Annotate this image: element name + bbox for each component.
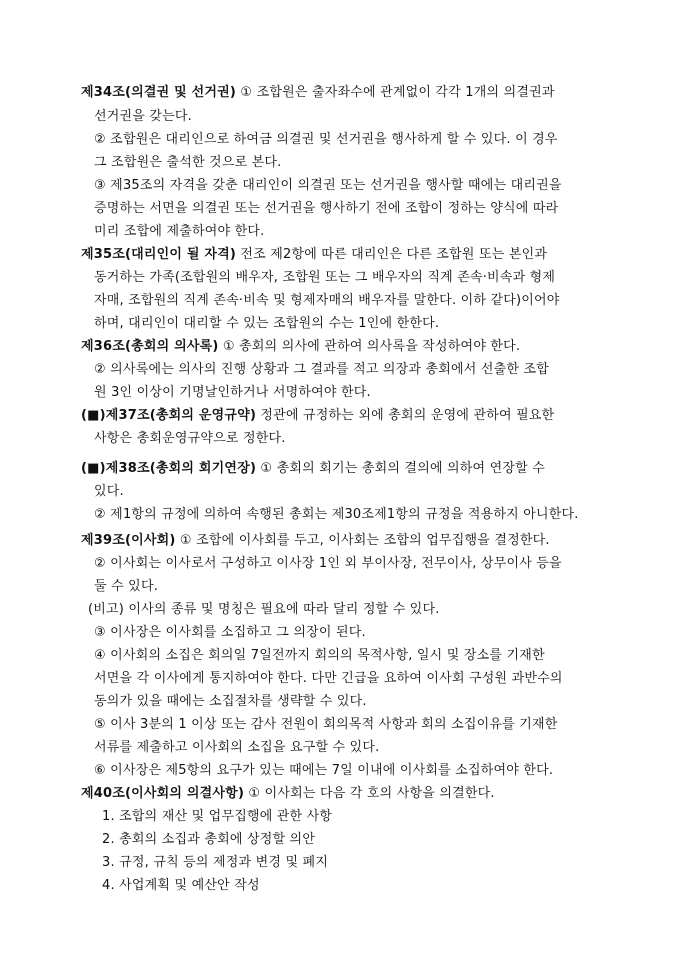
list-item: 2. 총회의 소집과 총회에 상정할 의안 xyxy=(102,832,316,847)
list-item: 3. 규정, 규칙 등의 제정과 변경 및 폐지 xyxy=(102,855,329,870)
list-item: 1. 조합의 재산 및 업무집행에 관한 사항 xyxy=(102,809,333,824)
text-line: 하며, 대리인이 대리할 수 있는 조합원의 수는 1인에 한한다. xyxy=(94,316,440,331)
article-text: 전조 제2항에 따른 대리인은 다른 조합원 또는 본인과 xyxy=(236,247,548,262)
text-line: 자매, 조합원의 직계 존속·비속 및 형제자매의 배우자를 말한다. 이하 같다)이어야 xyxy=(94,293,560,308)
text-line: 선거권을 갖는다. xyxy=(94,109,192,124)
list-item: 4. 사업계획 및 예산안 작성 xyxy=(102,878,260,893)
article-heading: (■)제37조(총회의 운영규약) xyxy=(81,408,257,423)
text-line: 동의가 있을 때에는 소집절차를 생략할 수 있다. xyxy=(94,694,367,709)
text-line: 그 조합원은 출석한 것으로 본다. xyxy=(94,155,282,170)
text-line: ② 이사회는 이사로서 구성하고 이사장 1인 외 부이사장, 전무이사, 상무이사 등을 xyxy=(94,556,562,571)
article-text: ① 조합에 이사회를 두고, 이사회는 조합의 업무집행을 결정한다. xyxy=(175,533,550,548)
article-heading: 제39조(이사회) xyxy=(81,533,176,548)
article-text: ① 총회의 의사에 관하여 의사록을 작성하여야 한다. xyxy=(218,339,521,354)
article-heading: (■)제38조(총회의 회기연장) xyxy=(81,461,257,476)
text-line: ④ 이사회의 소집은 회의일 7일전까지 회의의 목적사항, 일시 및 장소를 기재한 xyxy=(94,648,545,663)
text-line: ⑤ 이사 3분의 1 이상 또는 감사 전원이 회의목적 사항과 회의 소집이유를 기재한 xyxy=(94,717,558,732)
article-text: ① 이사회는 다음 각 호의 사항을 의결한다. xyxy=(244,786,495,801)
text-line: 둘 수 있다. xyxy=(94,579,159,594)
article-heading: 제34조(의결권 및 선거권) xyxy=(81,85,237,100)
article-text: ① 조합원은 출자좌수에 관계없이 각각 1개의 의결권과 xyxy=(236,85,555,100)
text-line: ③ 이사장은 이사회를 소집하고 그 의장이 된다. xyxy=(94,625,366,640)
text-line: ⑥ 이사장은 제5항의 요구가 있는 때에는 7일 이내에 이사회를 소집하여야 한다. xyxy=(94,763,554,778)
article-heading: 제40조(이사회의 의결사항) xyxy=(81,786,245,801)
article-heading: 제36조(총회의 의사록) xyxy=(81,339,219,354)
text-line: ② 조합원은 대리인으로 하여금 의결권 및 선거권을 행사하게 할 수 있다. 이 경우 xyxy=(94,132,558,147)
article-heading: 제35조(대리인이 될 자격) xyxy=(81,247,237,262)
text-line: 서면을 각 이사에게 통지하여야 한다. 다만 긴급을 요하여 이사회 구성원 과반수의 xyxy=(94,671,563,686)
text-line: ② 제1항의 규정에 의하여 속행된 총회는 제30조제1항의 규정을 적용하지 아니한다. xyxy=(94,507,579,522)
article-36-line xyxy=(81,338,520,356)
text-line: 원 3인 이상이 기명날인하거나 서명하여야 한다. xyxy=(94,385,371,400)
text-line: 증명하는 서면을 의결권 또는 선거권을 행사하기 전에 조합이 정하는 양식에 따라 xyxy=(94,201,559,216)
text-line: 서류를 제출하고 이사회의 소집을 요구할 수 있다. xyxy=(94,740,380,755)
article-34-line xyxy=(81,84,555,102)
article-37-line xyxy=(81,407,554,425)
text-line: 동거하는 가족(조합원의 배우자, 조합원 또는 그 배우자의 직계 존속·비속과 형제 xyxy=(94,270,556,285)
article-38-line xyxy=(81,460,545,478)
article-40-line xyxy=(81,785,495,803)
article-text: ① 총회의 회기는 총회의 결의에 의하여 연장할 수 xyxy=(256,461,546,476)
text-line: 미리 조합에 제출하여야 한다. xyxy=(94,224,265,239)
note-line: (비고) 이사의 종류 및 명칭은 필요에 따라 달리 정할 수 있다. xyxy=(88,602,440,617)
text-line: ② 의사록에는 의사의 진행 상황과 그 결과를 적고 의장과 총회에서 선출한 조합 xyxy=(94,362,550,377)
article-39-line xyxy=(81,532,550,550)
text-line: 있다. xyxy=(94,484,124,499)
text-line: 사항은 총회운영규약으로 정한다. xyxy=(94,431,286,446)
article-text: 정관에 규정하는 외에 총회의 운영에 관하여 필요한 xyxy=(256,408,555,423)
article-35-line xyxy=(81,246,547,264)
text-line: ③ 제35조의 자격을 갖춘 대리인이 의결권 또는 선거권을 행사할 때에는 대리권을 xyxy=(94,178,562,193)
